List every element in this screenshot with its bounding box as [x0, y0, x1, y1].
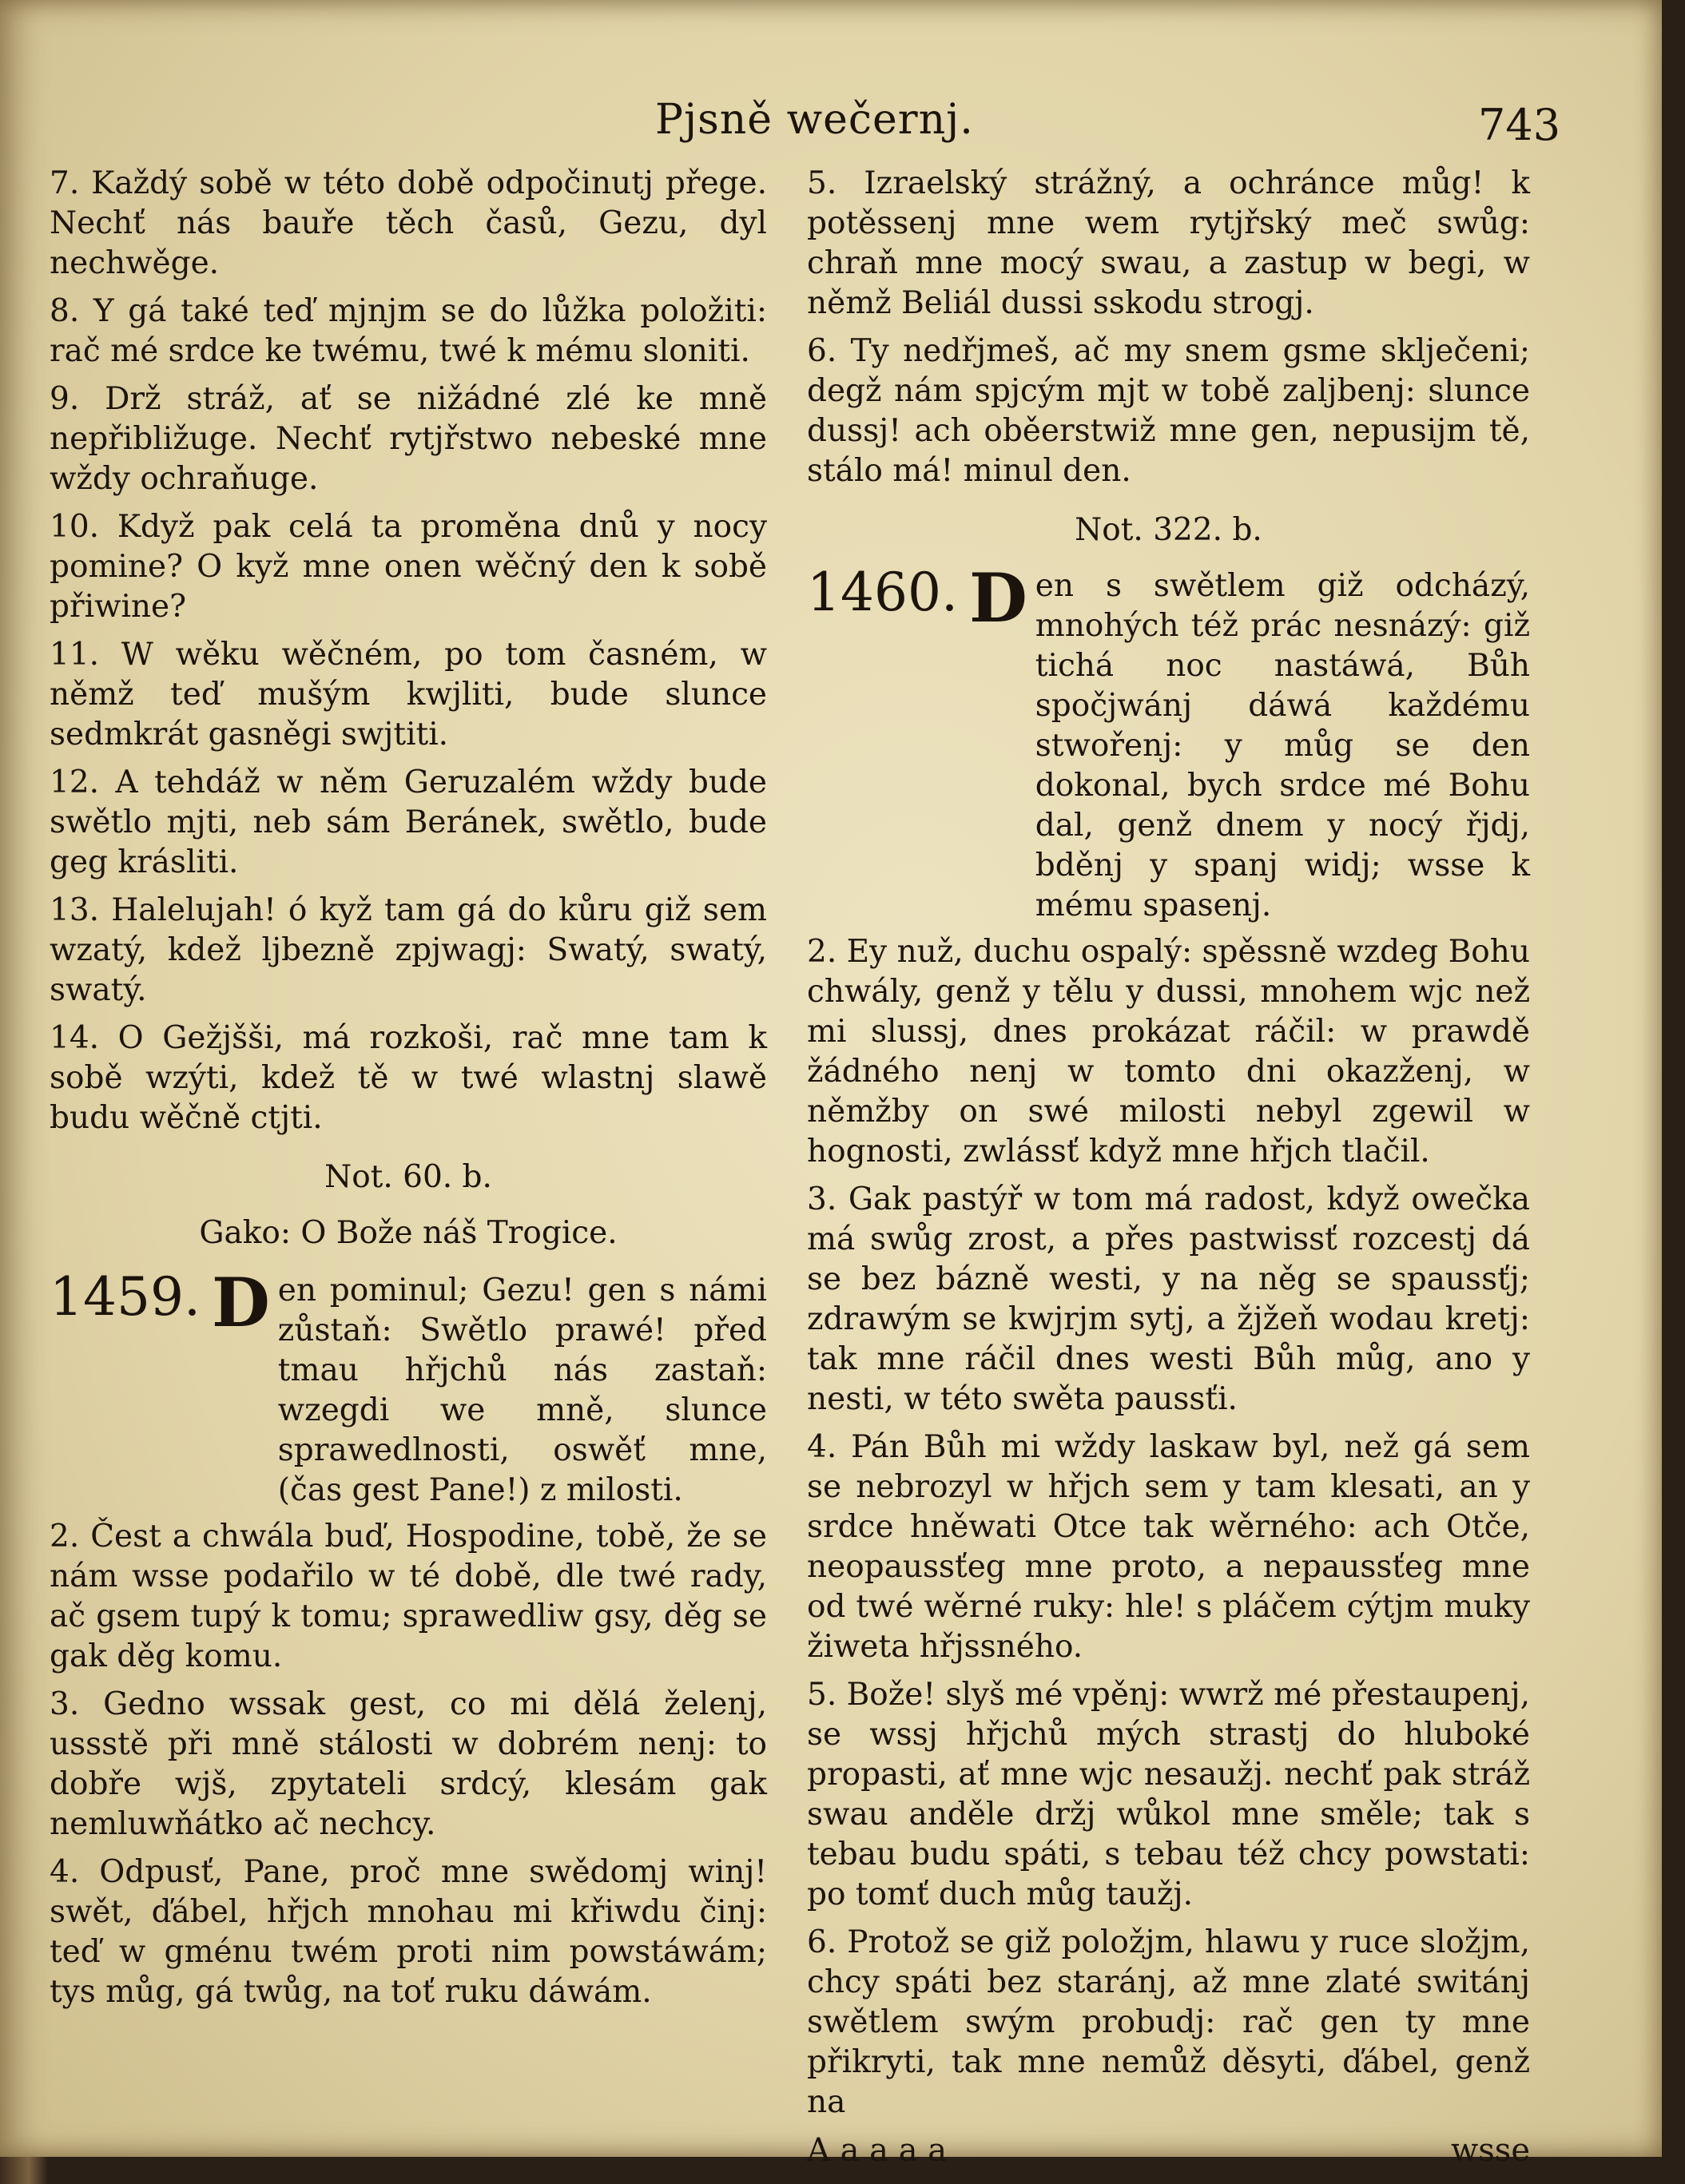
- page-number: 743: [1478, 100, 1561, 150]
- left-column: [50, 164, 767, 2020]
- verse: 9. Drž stráž, ať se nižádné zlé ke mně nepřibližuge. Nechť rytjřstwo nebeské mne wždy ochraňuge.: [50, 381, 767, 497]
- drop-cap: D: [211, 1263, 270, 1342]
- running-header: Pjsně wečernj.: [655, 96, 974, 144]
- hymn-first-verse: en pominul; Gezu! gen s námi zůstaň: Swětlo prawé! před tmau hřjchů nás zastaň: wzegdi we mně, slunce sprawedlnosti, oswěť mne, (čas gest Pane!) z milosti.: [277, 1273, 767, 1508]
- verse: 4. Odpusť, Pane, proč mne swědomj winj! swět, ďábel, hřjch mnohau mi křiwdu činj: teď w gménu twém proti nim powstáwám; tys můg, gá twůg, na toť ruku dáwám.: [50, 1854, 767, 2010]
- verse: 3. Gedno wssak gest, co mi dělá želenj, ussstě při mně stálosti w dobrém nenj: to dobře wjš, zpytateli srdcý, klesám gak nemluwňátko ač nechcy.: [50, 1686, 767, 1842]
- hymn-number: 1459.: [50, 1266, 201, 1328]
- drop-cap: D: [968, 558, 1027, 637]
- page-footer: [807, 2130, 1530, 2170]
- verse: 6. Protož se giž položjm, hlawu y ruce složjm, chcy spáti bez staránj, až mne zlaté switánj swětlem swým probudj: rač gen ty mne přikryti, tak mne nemůž děsyti, ďábel, genž na: [807, 1924, 1530, 2120]
- verse: 11. W wěku wěčném, po tom časném, w němž teď mušým kwjliti, bude slunce sedmkrát gasněgi swjtiti.: [50, 637, 767, 752]
- verse: 5. Bože! slyš mé vpěnj: wwrž mé přestaupenj, se wssj hřjchů mých strastj do hluboké propasti, ať mne wjc nesaužj. nechť pak stráž swau anděle držj wůkol mne směle; tak s tebau budu spáti, s tebau též chcy powstati: po tomť duch můg taužj.: [807, 1677, 1530, 1912]
- verse: 10. Když pak celá ta proměna dnů y nocy pomine? O kyž mne onen wěčný den k sobě přiwine?: [50, 509, 767, 625]
- verse: 4. Pán Bůh mi wždy laskaw byl, než gá sem se nebrozyl w hřjch sem y tam klesati, an y srdce hněwati Otce tak wěrného: ach Otče, neopaussťeg mne proto, a nepaussťeg mne od twé wěrné ruky: hle! s pláčem cýtjm muky žiweta hřjssného.: [807, 1429, 1530, 1665]
- hymn-reference: Not. 322. b.: [1075, 512, 1262, 548]
- hymn-first-verse: en s swětlem giž odcházý, mnohých též prác nesnázý: giž tichá noc nastáwá, Bůh spočjwánj dáwá každému stwořenj: y můg se den dokonal, bych srdce mé Bohu dal, genž dnem y nocý řjdj, bděnj y spanj widj; wsse k mému spasenj.: [1035, 568, 1530, 923]
- hymn-number: 1460.: [807, 562, 958, 623]
- verse: 2. Čest a chwála buď, Hospodine, tobě, že se nám wsse podařilo w té době, dle twé rady, ač gsem tupý k tomu; sprawedliw gsy, děg se gak děg komu.: [50, 1519, 767, 1674]
- signature-mark: A a a a a: [807, 2132, 948, 2169]
- verse: 12. A tehdáž w něm Geruzalém wždy bude swětlo mjti, neb sám Beránek, swětlo, bude geg krásliti.: [50, 764, 767, 880]
- verse: 14. O Gežjšši, má rozkoši, rač mne tam k sobě wzýti, kdež tě w twé wlastnj slawě budu wěčně ctjti.: [50, 1020, 767, 1136]
- verse: 13. Halelujah! ó kyž tam gá do kůru giž sem wzatý, kdež ljbezně zpjwagj: Swatý, swatý, swatý.: [50, 892, 767, 1008]
- verse: 3. Gak pastýř w tom má radost, když owečka má swůg zrost, a přes pastwissť rozcestj dá se bez bázně westi, y na něg se spaussťj; zdrawým se kwjrjm sytj, a žjžeň wodau kretj: tak mne ráčil dnes westi Bůh můg, ano y nesti, w této swěta paussťi.: [807, 1181, 1530, 1417]
- verse: 7. Každý sobě w této době odpočinutj přege. Nechť nás bauře těch časů, Gezu, dyl nechwěge.: [50, 165, 767, 281]
- verse: 6. Ty nedřjmeš, ač my snem gsme sklječeni; degž nám spjcým mjt w tobě zaljbenj: slunce dussj! ach oběerstwiž mne gen, nepusijm tě, stálo má! minul den.: [807, 333, 1530, 489]
- catchword: wsse: [1451, 2132, 1530, 2169]
- verse: 5. Izraelský strážný, a ochránce můg! k potěssenj mne wem rytjřský meč swůg: chraň mne mocý swau, a zastup w begi, w němž Beliál dussi sskodu strogj.: [807, 165, 1530, 321]
- verse: 8. Y gá také teď mjnjm se do lůžka položiti: rač mé srdce ke twému, twé k mému sloniti.: [50, 293, 767, 369]
- tune-line: Gako: O Bože náš Trogice.: [199, 1215, 618, 1251]
- hymn-start: [807, 558, 1530, 926]
- hymn-start: [50, 1263, 767, 1511]
- right-column: [807, 164, 1530, 2170]
- verse: 2. Ey nuž, duchu ospalý: spěssně wzdeg Bohu chwály, genž y tělu y dussi, mnohem wjc než mi slussj, dnes prokázat ráčil: w prawdě žádného nenj w tomto dni okazženj, w němžby on swé milosti nebyl zgewil w hognosti, zwlássť když mne hřjch tlačil.: [807, 934, 1530, 1169]
- hymn-reference: Not. 60. b.: [324, 1159, 492, 1195]
